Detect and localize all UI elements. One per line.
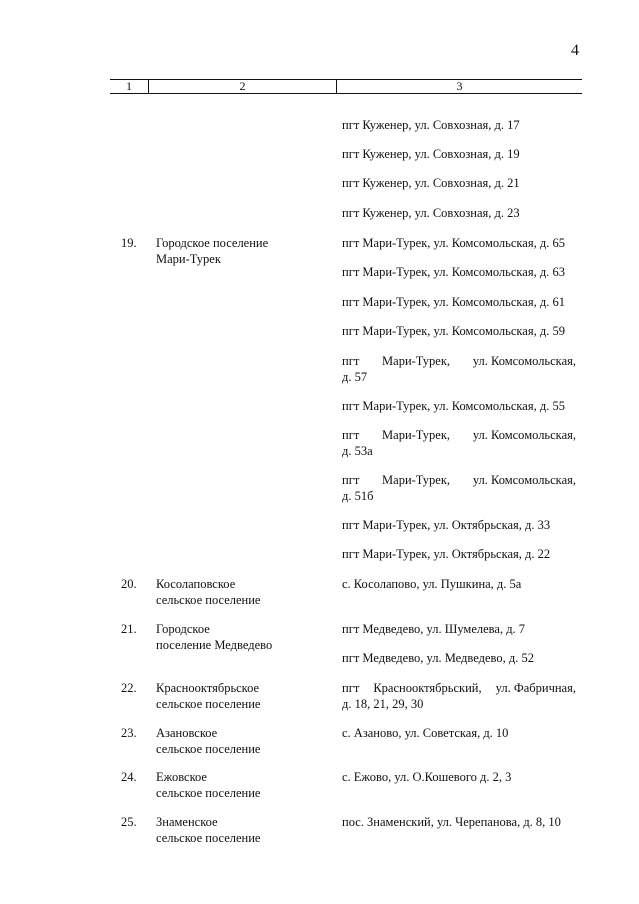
address-line: пгт Мари-Турек, ул. Комсомольская, д. 63 [342,265,565,279]
header-col-3: 3 [456,79,463,93]
address-line: пгт Медведево, ул. Шумелева, д. 7 [342,622,526,636]
address-line: пгт Мари-Турек, ул. Октябрьская, д. 22 [342,547,551,561]
address-line: с. Азаново, ул. Советская, д. 10 [342,726,509,740]
header-col-1: 1 [126,79,132,93]
row-number: 23. [121,726,137,740]
page-number: 4 [571,42,579,59]
row-number: 20. [121,577,137,591]
settlement-name: Косолаповское сельское поселение [156,577,261,607]
settlement-name: Азановское сельское поселение [156,726,261,756]
address-line: с. Косолапово, ул. Пушкина, д. 5а [342,577,522,591]
address-line: пгт Мари-Турек, ул. Комсомольская, д. 65 [342,236,565,250]
address-line: пгт Медведево, ул. Медведево, д. 52 [342,651,534,665]
settlement-name: Краснооктябрьское сельское поселение [156,681,261,711]
address-line: пгт Куженер, ул. Совхозная, д. 21 [342,176,520,190]
row-number: 24. [121,770,137,784]
row-number: 25. [121,815,137,829]
address-line: пгт Куженер, ул. Совхозная, д. 19 [342,147,520,161]
settlement-name: Городское поселение Мари-Турек [156,236,269,266]
address-line: пгт Мари-Турек, ул. Комсомольская, д. 53а [342,428,576,458]
settlement-name: Знаменское сельское поселение [156,815,261,845]
settlement-name: Городское поселение Медведево [156,622,273,652]
address-line: пгт Мари-Турек, ул. Комсомольская, д. 51б [342,473,576,503]
address-line: пос. Знаменский, ул. Черепанова, д. 8, 10 [342,815,561,829]
address-line: пгт Куженер, ул. Совхозная, д. 23 [342,206,520,220]
row-number: 22. [121,681,137,695]
row-number: 19. [121,236,137,250]
address-line: пгт Краснооктябрьский, ул. Фабричная, д. 18, 21, 29, 30 [342,681,576,711]
address-line: пгт Мари-Турек, ул. Комсомольская, д. 57 [342,354,576,384]
address-line: с. Ежово, ул. О.Кошевого д. 2, 3 [342,770,512,784]
row-number: 21. [121,622,137,636]
address-line: пгт Куженер, ул. Совхозная, д. 17 [342,118,520,132]
address-line: пгт Мари-Турек, ул. Комсомольская, д. 61 [342,295,565,309]
address-line: пгт Мари-Турек, ул. Комсомольская, д. 59 [342,324,565,338]
address-line: пгт Мари-Турек, ул. Комсомольская, д. 55 [342,399,565,413]
header-col-2: 2 [239,79,246,93]
settlement-name: Ежовское сельское поселение [156,770,261,800]
header-bottom-rule [110,93,582,94]
address-line: пгт Мари-Турек, ул. Октябрьская, д. 33 [342,518,551,532]
